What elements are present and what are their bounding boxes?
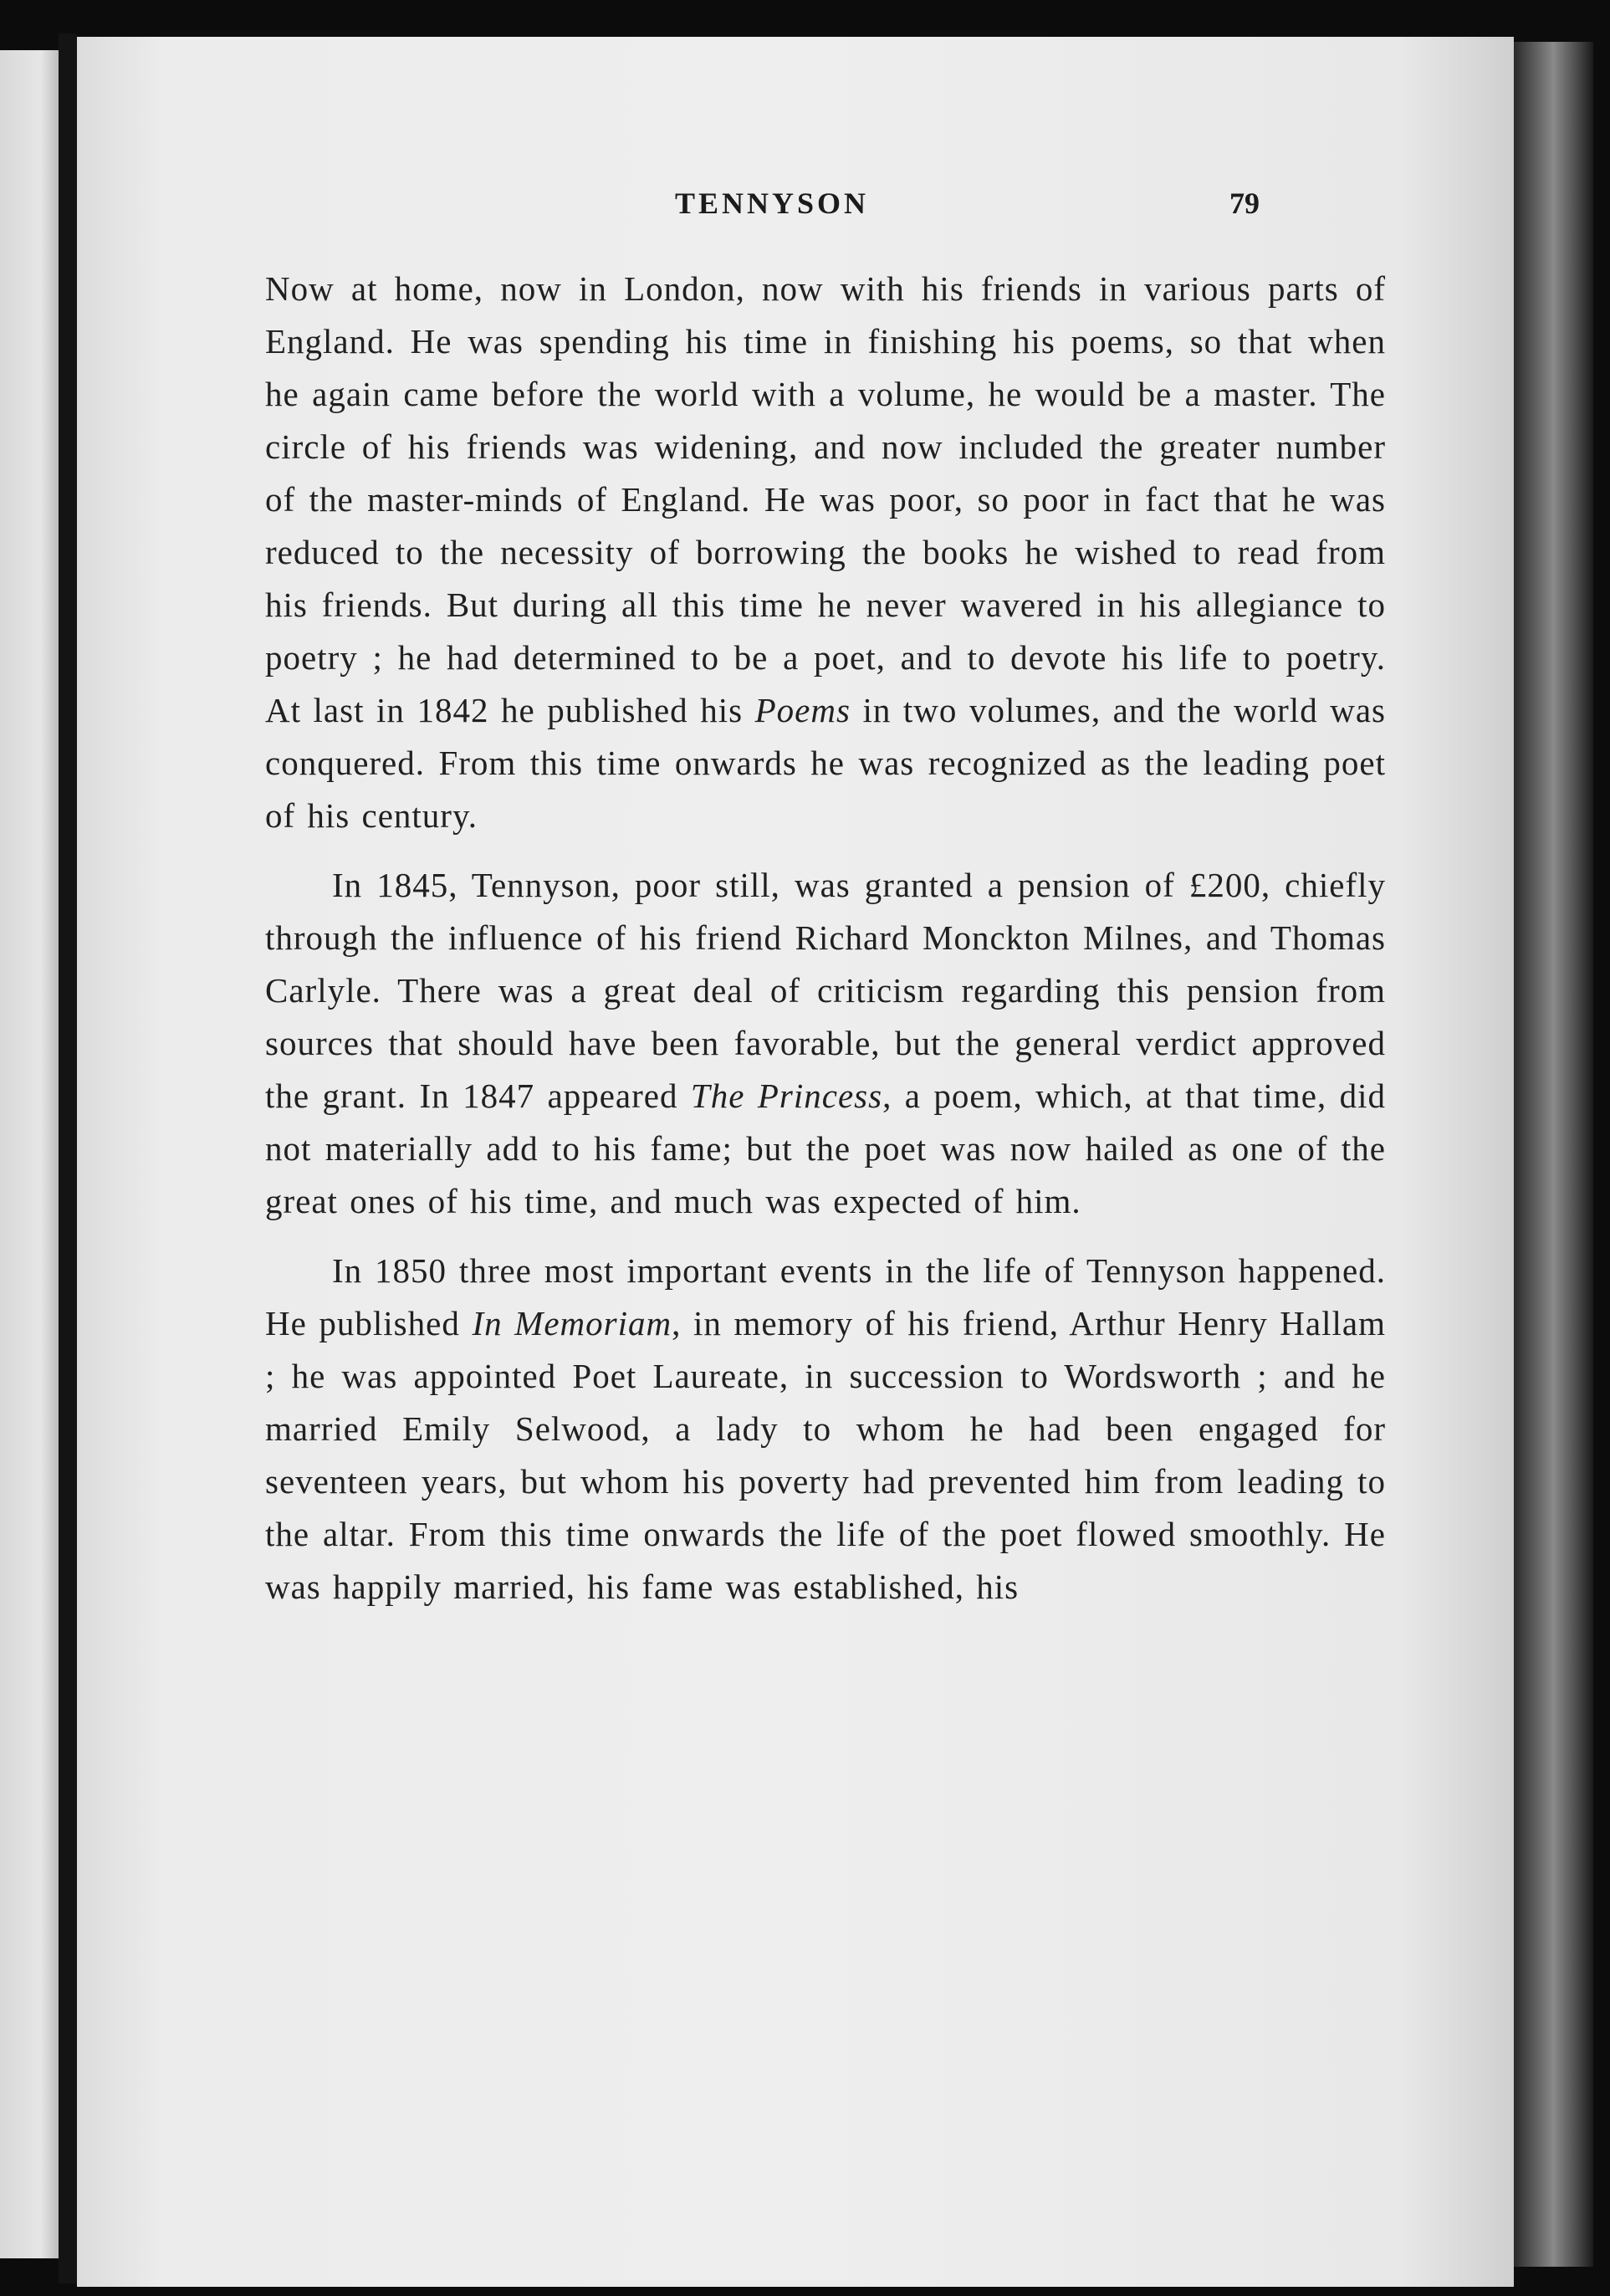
paragraph-3-text-b: , in memory of his friend, Arthur Henry Hallam ; he was appointed Poet Laureate, in succession to Wordsworth ; and he married Emily Selwood, a lady to whom he had been engaged for seventeen years, but whom his poverty had prevented him from leading to the altar. From this time onwards the life of the poet flowed smoothly. He was happily married, his fame was established, his <box>265 1304 1386 1606</box>
title-in-memoriam: In Memoriam <box>472 1304 672 1342</box>
title-poems: Poems <box>754 691 851 729</box>
title-the-princess: The Princess <box>690 1076 883 1115</box>
page-stack-edge <box>1514 42 1593 2267</box>
paragraph-1-text-a: Now at home, now in London, now with his friends in various parts of England. He was spending his time in finishing his poems, so that when he again came before the world with a volume, he would be a master. The circle of his friends was widening, and now included the greater number of the master-minds of England. He was poor, so poor in fact that he was reduced to the necessity of borrowing the books he wished to read from his friends. But during all this time he never wavered in his allegiance to poetry ; he had determined to be a poet, and to devote his life to poetry. At last in 1842 he published his <box>265 269 1386 729</box>
running-title: TENNYSON <box>675 187 870 220</box>
paragraph-2 <box>265 859 1386 1228</box>
page-number: 79 <box>1229 187 1260 220</box>
book-gutter <box>59 33 77 2283</box>
paragraph-2-text-a: In 1845, Tennyson, poor still, was granted a pension of £200, chiefly through the influence of his friend Richard Monckton Milnes, and Thomas Carlyle. There was a great deal of criticism regarding this pension from sources that should have been favorable, but the general verdict approved the grant. In 1847 appeared <box>265 866 1386 1115</box>
running-head <box>77 186 1514 236</box>
paragraph-3 <box>265 1245 1386 1613</box>
paragraph-1 <box>265 263 1386 842</box>
book-page <box>77 37 1514 2287</box>
facing-page-edge <box>0 50 59 2258</box>
paragraph-3-text-a: In 1850 three most important events in the life of Tennyson happened. He published <box>265 1251 1386 1342</box>
paragraph-2-text-b: , a poem, which, at that time, did not materially add to his fame; but the poet was now hailed as one of the great ones of his time, and much was expected of him. <box>265 1076 1386 1220</box>
body-text <box>265 263 1386 1613</box>
paragraph-1-text-b: in two volumes, and the world was conquered. From this time onwards he was recognized as the leading poet of his century. <box>265 691 1386 835</box>
